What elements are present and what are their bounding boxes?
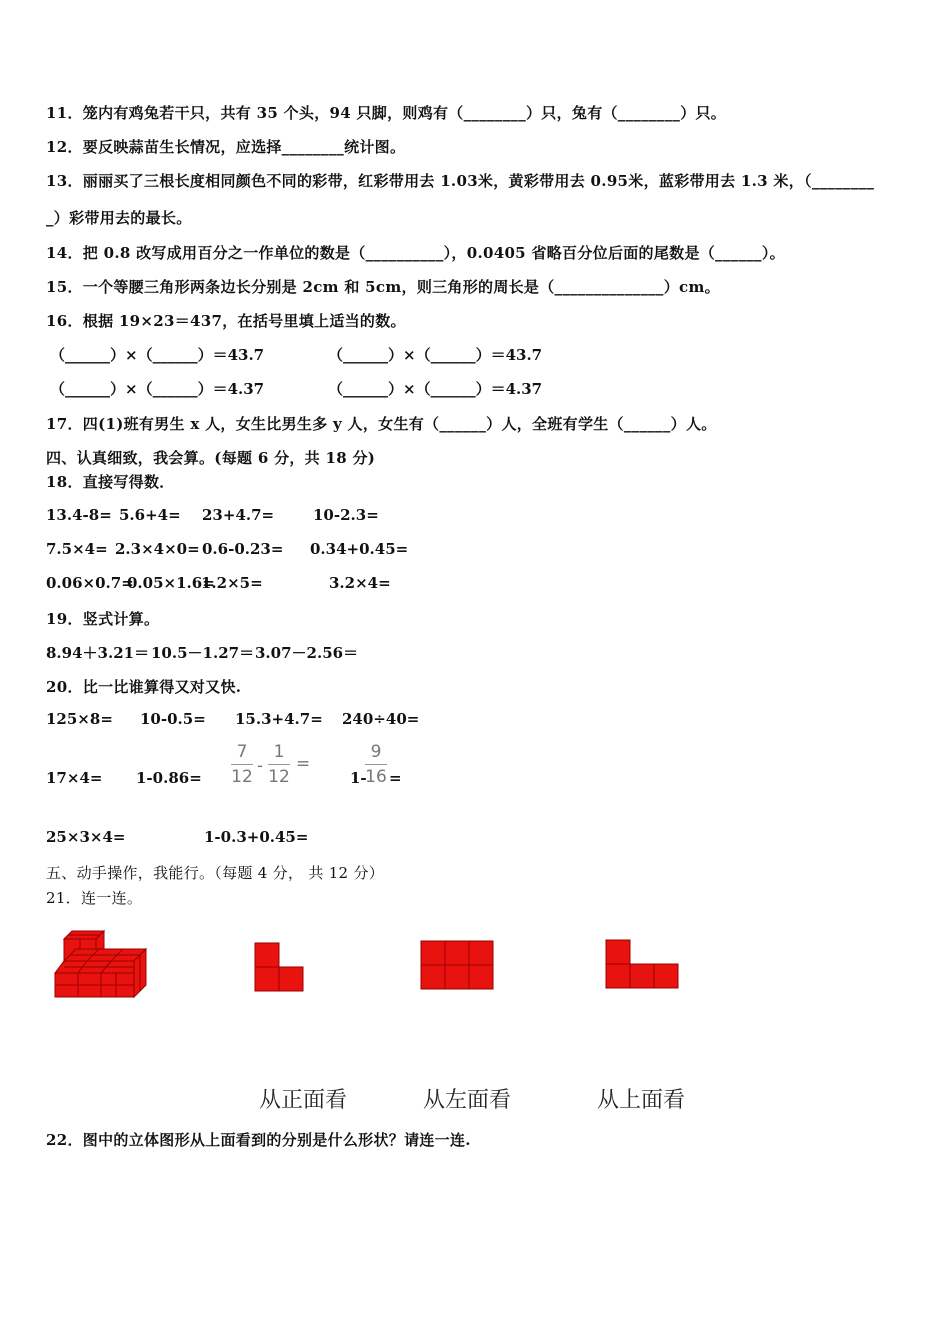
q20-item: 25×3×4= (46, 828, 126, 846)
minus-sign: - (257, 756, 264, 776)
q18-item: 2.3×4×0= (115, 540, 200, 558)
q20-item: 1-0.86= (136, 769, 202, 787)
view-shape-l-small (254, 942, 306, 994)
cube-solid-figure (50, 927, 155, 1002)
q20-item: 125×8= (46, 710, 113, 728)
caption-left-view: 从左面看 (423, 1088, 512, 1113)
fraction-9-16: 9 16 (365, 742, 387, 787)
caption-front-view: 从正面看 (259, 1088, 348, 1113)
question-13-line2: _）彩带用去的最长。 (46, 209, 192, 227)
view-shape-l-wide (605, 939, 680, 991)
fraction-7-12: 7 12 (231, 742, 253, 787)
section-4-heading: 四、认真细致，我会算。(每题 6 分，共 18 分) (46, 449, 376, 467)
one-minus: 1- (350, 769, 367, 787)
q20-item: 17×4= (46, 769, 103, 787)
question-19: 19．竖式计算。 (46, 610, 160, 628)
q18-item: 7.5×4= (46, 540, 108, 558)
view-shape-rectangle (420, 940, 495, 992)
question-16: 16．根据 19×23＝437，在括号里填上适当的数。 (46, 312, 406, 330)
question-13-line1: 13．丽丽买了三根长度相同颜色不同的彩带，红彩带用去 1.03米，黄彩带用去 0.95米，蓝彩带用去 1.3 米，（________ (46, 172, 875, 190)
q16-blank-3: （______）×（______）＝4.37 (50, 380, 265, 398)
question-21: 21．连一连。 (46, 889, 143, 907)
equals-sign: = (389, 769, 402, 787)
q20-item: 15.3+4.7= (235, 710, 323, 728)
question-22: 22．图中的立体图形从上面看到的分别是什么形状？请连一连. (46, 1131, 471, 1149)
question-17: 17．四(1)班有男生 x 人，女生比男生多 y 人，女生有（______）人，全班有学生（______）人。 (46, 415, 717, 433)
section-5-heading: 五、动手操作，我能行。（每题 4 分， 共 12 分） (46, 864, 385, 882)
q20-item: 10-0.5= (140, 710, 206, 728)
q18-item: 0.06×0.7= (46, 574, 134, 592)
fraction-1-12: 1 12 (268, 742, 290, 787)
q19-item: 3.07－2.56＝ (255, 644, 359, 662)
q18-item: 3.2×4= (329, 574, 391, 592)
caption-top-view: 从上面看 (597, 1088, 686, 1113)
question-14: 14．把 0.8 改写成用百分之一作单位的数是（__________），0.0405 省略百分位后面的尾数是（______）。 (46, 244, 785, 262)
q18-item: 0.6-0.23= (202, 540, 284, 558)
question-20: 20．比一比谁算得又对又快. (46, 678, 242, 696)
q16-blank-2: （______）×（______）＝43.7 (328, 346, 543, 364)
q18-item: 23+4.7= (202, 506, 275, 524)
question-18: 18．直接写得数． (46, 473, 175, 491)
q18-item: 0.05×1.6= (127, 574, 215, 592)
q20-item: 1-0.3+0.45= (204, 828, 309, 846)
q18-item: 5.6+4= (119, 506, 181, 524)
question-15: 15．一个等腰三角形两条边长分别是 2cm 和 5cm，则三角形的周长是（______________）cm。 (46, 278, 720, 296)
q18-item: 0.34+0.45= (310, 540, 409, 558)
equals-sign: = (296, 754, 311, 774)
q19-item: 8.94＋3.21＝ (46, 644, 150, 662)
q19-item: 10.5－1.27＝ (151, 644, 255, 662)
q16-blank-4: （______）×（______）＝4.37 (328, 380, 543, 398)
q16-blank-1: （______）×（______）＝43.7 (50, 346, 265, 364)
q20-item: 240÷40= (342, 710, 420, 728)
q18-item: 1.2×5= (201, 574, 263, 592)
question-12: 12．要反映蒜苗生长情况，应选择________统计图。 (46, 138, 406, 156)
question-11: 11．笼内有鸡兔若干只，共有 35 个头，94 只脚，则鸡有（________）只，兔有（________）只。 (46, 104, 727, 122)
q18-item: 13.4-8= (46, 506, 112, 524)
q18-item: 10-2.3= (313, 506, 379, 524)
